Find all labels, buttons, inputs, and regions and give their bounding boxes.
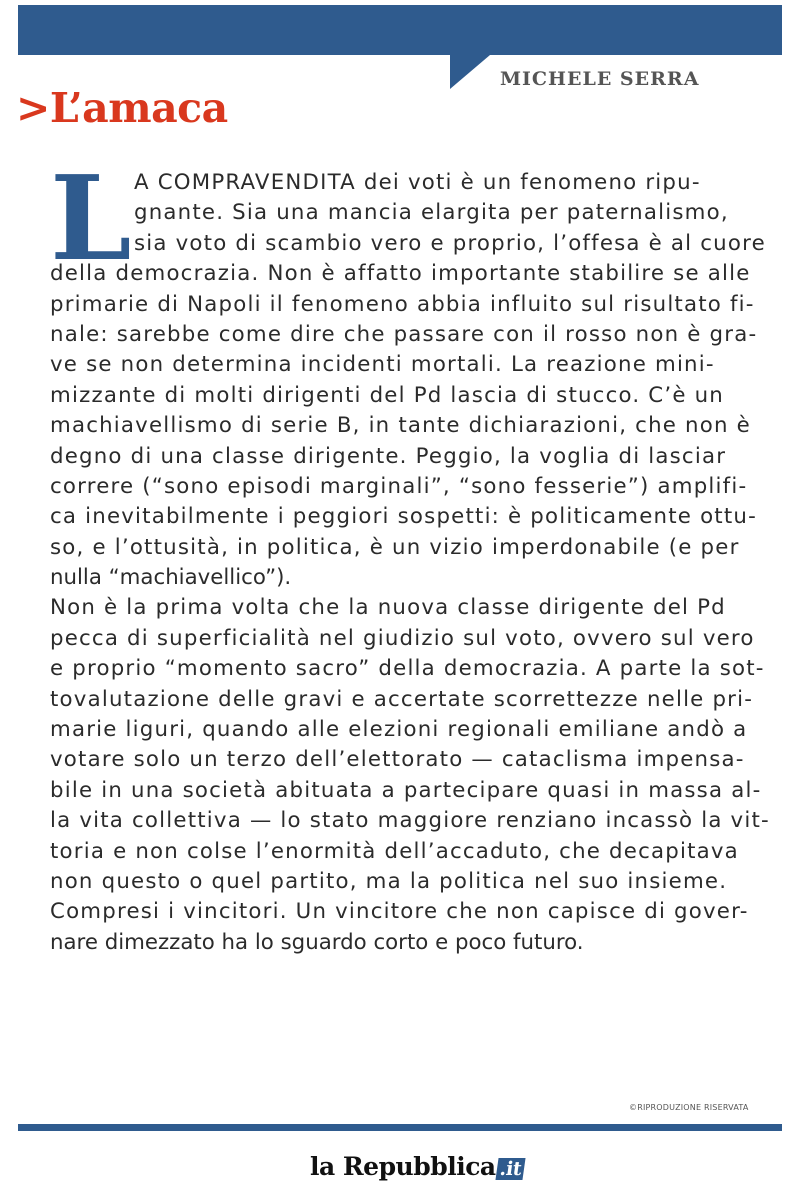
drop-cap: L — [50, 151, 132, 287]
article-line: votare solo un terzo dell’elettorato — cataclisma impensa- — [50, 747, 745, 773]
article-text — [50, 151, 785, 958]
article-line: marie liguri, quando alle elezioni regionali emiliane andò a — [50, 717, 748, 743]
article-line: ve se non determina incidenti mortali. La reazione mini- — [50, 352, 715, 378]
article-line: della democrazia. Non è affatto importante stabilire se alle — [50, 261, 751, 287]
header-notch — [450, 55, 490, 89]
author-name: MICHELE SERRA — [500, 68, 700, 90]
article-line: mizzante di molti dirigenti del Pd lascia di stucco. C’è un — [50, 382, 725, 408]
article-line: primarie di Napoli il fenomeno abbia influito sul risultato fi- — [50, 291, 755, 317]
logo-suffix: .it — [495, 1158, 525, 1180]
article-line: toria e non colse l’enormità dell’accaduto, che decapitava — [50, 838, 739, 864]
article-line: tovalutazione delle gravi e accertate scorrettezze nelle pri- — [50, 686, 754, 712]
article-line: non questo o quel partito, ma la politica nel suo insieme. — [50, 868, 728, 894]
article-line: Non è la prima volta che la nuova classe dirigente del Pd — [50, 595, 726, 621]
publication-logo — [310, 1152, 524, 1181]
article-line: la vita collettiva — lo stato maggiore renziano incassò la vit- — [50, 808, 770, 834]
article-line: so, e l’ottusità, in politica, è un vizio imperdonabile (e per — [50, 534, 740, 560]
article-line: nare dimezzato ha lo sguardo corto e poco futuro. — [50, 929, 584, 955]
article-line: nale: sarebbe come dire che passare con il rosso non è gra- — [50, 321, 758, 347]
header-band — [18, 5, 782, 55]
article-line: degno di una classe dirigente. Peggio, la voglia di lasciar — [50, 443, 727, 469]
copyright-notice: ©RIPRODUZIONE RISERVATA — [629, 1103, 749, 1112]
article-line: Compresi i vincitori. Un vincitore che non capisce di gover- — [50, 899, 749, 925]
article-line: e proprio “momento sacro” della democrazia. A parte la sot- — [50, 656, 765, 682]
article-line: machiavellismo di serie B, in tante dichiarazioni, che non è — [50, 413, 751, 439]
article-line: nulla “machiavellico”). — [50, 565, 292, 591]
article-line: pecca di superficialità nel giudizio sul voto, ovvero sul vero — [50, 625, 755, 651]
article-line: gnante. Sia una mancia elargita per paternalismo, — [134, 200, 729, 226]
article-line: ca inevitabilmente i peggiori sospetti: è politicamente ottu- — [50, 504, 757, 530]
footer-band — [18, 1124, 782, 1131]
article-line: A COMPRAVENDITA dei voti è un fenomeno ripu- — [134, 170, 701, 195]
column-title: >L’amaca — [16, 84, 228, 132]
article-body — [50, 151, 785, 958]
article-line: bile in una società abituata a partecipare quasi in massa al- — [50, 777, 762, 803]
article-line: correre (“sono episodi marginali”, “sono fesserie”) amplifi- — [50, 473, 748, 499]
article-line: sia voto di scambio vero e proprio, l’offesa è al cuore — [134, 230, 766, 256]
logo-name: la Repubblica — [310, 1152, 496, 1181]
